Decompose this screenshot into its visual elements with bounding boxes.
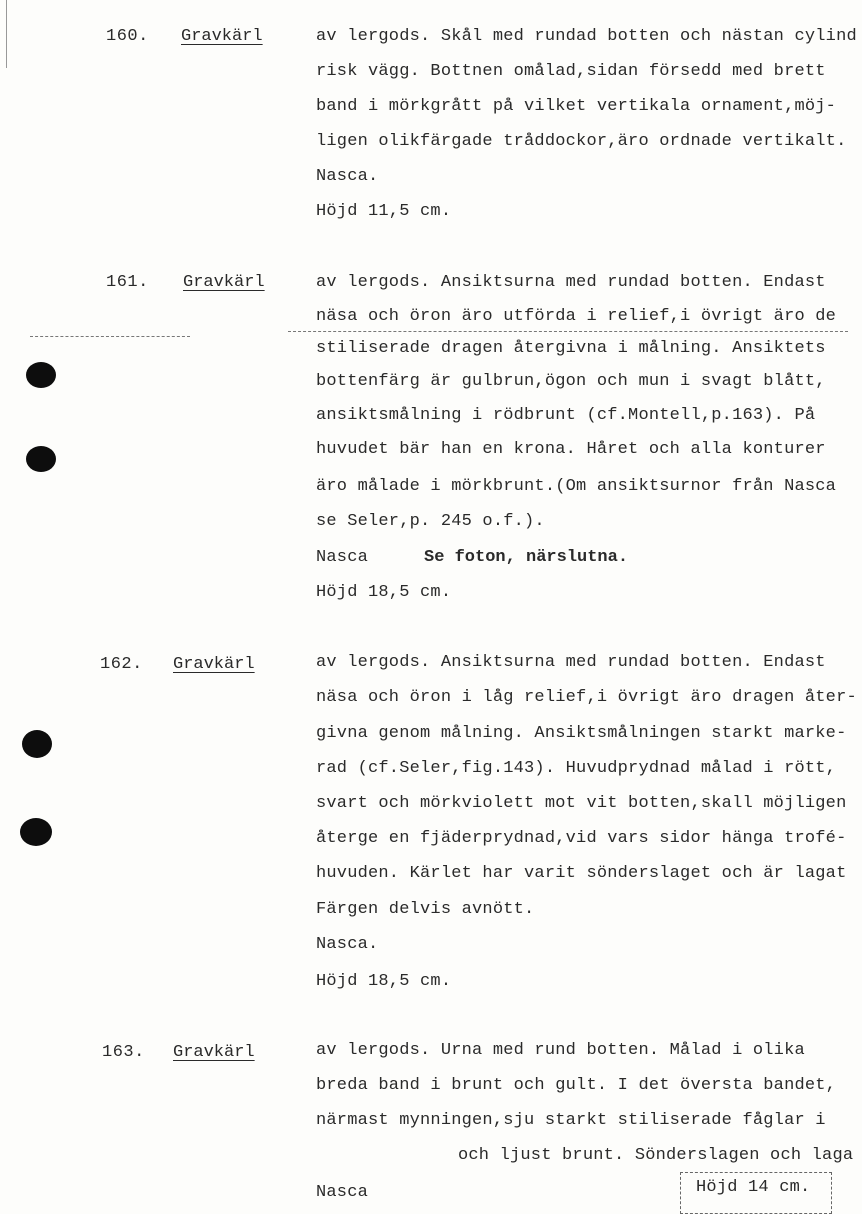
punch-hole: [26, 362, 56, 388]
stray-mark: [288, 331, 848, 332]
entry-number: 160.: [106, 27, 149, 46]
punch-hole: [22, 730, 52, 758]
entry-text-line: givna genom målning. Ansiktsmålningen starkt marke-: [316, 724, 847, 743]
entry-text-line: Nasca.: [316, 935, 379, 954]
entry-text-line: av lergods. Skål med rundad botten och nästan cylind: [316, 27, 857, 46]
entry-height: Höjd 14 cm.: [696, 1178, 811, 1197]
entry-text-line: närmast mynningen,sju starkt stiliserade fåglar i: [316, 1111, 826, 1130]
entry-text-line: Nasca.: [316, 167, 379, 186]
entry-text-line: ansiktsmålning i rödbrunt (cf.Montell,p.163). På: [316, 406, 816, 425]
entry-number: 162.: [100, 655, 143, 674]
entry-height: Höjd 11,5 cm.: [316, 202, 452, 221]
entry-text-line: av lergods. Ansiktsurna med rundad botten. Endast: [316, 653, 826, 672]
margin-rule: [6, 0, 7, 68]
entry-text-line: Nasca: [316, 548, 369, 567]
entry-text-line: näsa och öron äro utförda i relief,i övrigt äro de: [316, 307, 837, 326]
entry-text-line: Nasca: [316, 1183, 369, 1202]
entry-text-line: stiliserade dragen återgivna i målning. Ansiktets: [316, 339, 826, 358]
entry-text-line: huvuden. Kärlet har varit sönderslaget och är lagat: [316, 864, 847, 883]
entry-text-line: ligen olikfärgade tråddockor,äro ordnade vertikalt.: [316, 132, 847, 151]
entry-text-line: huvudet bär han en krona. Håret och alla konturer: [316, 440, 826, 459]
entry-text-line: av lergods. Ansiktsurna med rundad botten. Endast: [316, 273, 826, 292]
entry-text-line: Färgen delvis avnött.: [316, 900, 535, 919]
entry-text-line: breda band i brunt och gult. I det översta bandet,: [316, 1076, 837, 1095]
entry-text-line: risk vägg. Bottnen omålad,sidan försedd med brett: [316, 62, 826, 81]
entry-term: Gravkärl: [173, 1043, 255, 1062]
entry-text-line: bottenfärg är gulbrun,ögon och mun i svagt blått,: [316, 372, 826, 391]
photo-note: Se foton, närslutna.: [424, 548, 629, 567]
stray-mark: [30, 336, 190, 337]
entry-term: Gravkärl: [183, 273, 265, 292]
entry-height: Höjd 18,5 cm.: [316, 583, 452, 602]
entry-text-line: återge en fjäderprydnad,vid vars sidor hänga trofé-: [316, 829, 847, 848]
entry-text-line: band i mörkgrått på vilket vertikala ornament,möj-: [316, 97, 837, 116]
entry-number: 161.: [106, 273, 149, 292]
entry-text-line: rad (cf.Seler,fig.143). Huvudprydnad målad i rött,: [316, 759, 837, 778]
entry-text-line: näsa och öron i låg relief,i övrigt äro dragen åter-: [316, 688, 857, 707]
entry-term: Gravkärl: [173, 655, 255, 674]
entry-text-line: svart och mörkviolett mot vit botten,skall möjligen: [316, 794, 847, 813]
entry-height: Höjd 18,5 cm.: [316, 972, 452, 991]
punch-hole: [26, 446, 56, 472]
entry-number: 163.: [102, 1043, 145, 1062]
entry-text-line: av lergods. Urna med rund botten. Målad i olika: [316, 1041, 805, 1060]
entry-text-line: se Seler,p. 245 o.f.).: [316, 512, 545, 531]
entry-text-line: och ljust brunt. Sönderslagen och laga: [458, 1146, 854, 1165]
punch-hole: [20, 818, 52, 846]
entry-text-line: äro målade i mörkbrunt.(Om ansiktsurnor från Nasca: [316, 477, 837, 496]
entry-term: Gravkärl: [181, 27, 263, 46]
